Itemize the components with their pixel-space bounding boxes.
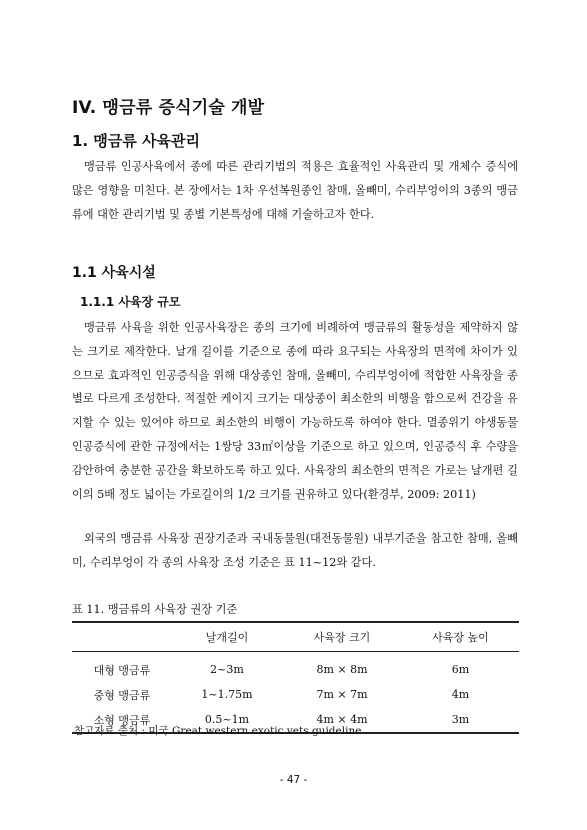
body-paragraph-2: 외국의 맹금류 사육장 권장기준과 국내동물원(대전동물원) 내부기준을 참고한 참매, 올빼미, 수리부엉이 각 종의 사육장 조성 기준은 표 11~12와 같다.: [72, 532, 518, 569]
table-cell: 6m: [451, 663, 470, 676]
row-label: 소형 맹금류: [93, 713, 151, 727]
table-row: [72, 682, 519, 707]
intro-paragraph: 맹금류 인공사육에서 종에 따른 관리기법의 적용은 효율적인 사육관리 및 개체수 증식에 많은 영향을 미친다. 본 장에서는 1차 우선복원종인 참매, 올빼미, 수리부엉이의 3종의 맹금류에 대한 관리기법 및 종별 기본특성에 대해 기술하고자 한다.: [72, 160, 518, 221]
body-paragraph-1: 맹금류 사육을 위한 인공사육장은 종의 크기에 비례하여 맹금류의 활동성을 제약하지 않는 크기로 제작한다. 날개 길이를 기준으로 종에 따라 요구되는 사육장의 면적에 차이가 있으므로 효과적인 인공증식을 위해 대상종인 참매, 올빼미, 수리부엉이에 적합한 사육장을 종별로 다르게 조성한다. 적절한 케이지 크기는 대상종이 최소한의 비행을 함으로써 건강을 유지할 수 있는 있어야 하므로 최소한의 비행이 가능하도록 하여야 한다. 멸종위기 야생동물 인공증식에 관한 규정에서는 1쌍당 33㎡이상을 기준으로 하고 있으며, 인공증식 후 수량을 감안하여 충분한 공간을 확보하도록 하고 있다. 사육장의 최소한의 면적은 가로는 날개편 길이의 5배 정도 넓이는 가로길이의 1/2 크기를 권유하고 있다(환경부, 2009: 2011): [72, 321, 518, 501]
section-title: 1. 맹금류 사육관리: [72, 132, 201, 150]
page-number: - 47 -: [279, 774, 308, 786]
table-cell: 8m × 8m: [316, 663, 368, 676]
table-source-note: 참고자료 출처 : 미국 Great western exotic vets guideline: [74, 725, 362, 737]
header-cell-cage-size: 사육장 크기: [313, 631, 371, 644]
row-label: 중형 맹금류: [93, 688, 151, 702]
subsubsection-title: 1.1.1 사육장 규모: [80, 295, 181, 309]
table-cell: 2~3m: [210, 663, 244, 676]
header-cell: [72, 622, 172, 652]
table-cell: 0.5~1m: [204, 713, 250, 726]
table-header-row: [72, 622, 519, 652]
table-cell: 7m × 7m: [316, 688, 368, 701]
table-cell: 3m: [451, 713, 470, 726]
header-cell-wing-length: 날개길이: [205, 631, 249, 644]
subsection-title: 1.1 사육시설: [72, 265, 156, 281]
chapter-title: IV. 맹금류 증식기술 개발: [72, 98, 265, 118]
cage-standard-table: [72, 621, 519, 734]
table-caption: 표 11. 맹금류의 사육장 권장 기준: [72, 603, 238, 616]
table-cell: 4m: [451, 688, 470, 701]
table-cell: 4m × 4m: [316, 713, 368, 726]
table-cell: 1~1.75m: [201, 688, 253, 701]
row-label: 대형 맹금류: [93, 663, 151, 677]
header-cell-cage-height: 사육장 높이: [432, 631, 489, 644]
table-row: [72, 652, 519, 683]
